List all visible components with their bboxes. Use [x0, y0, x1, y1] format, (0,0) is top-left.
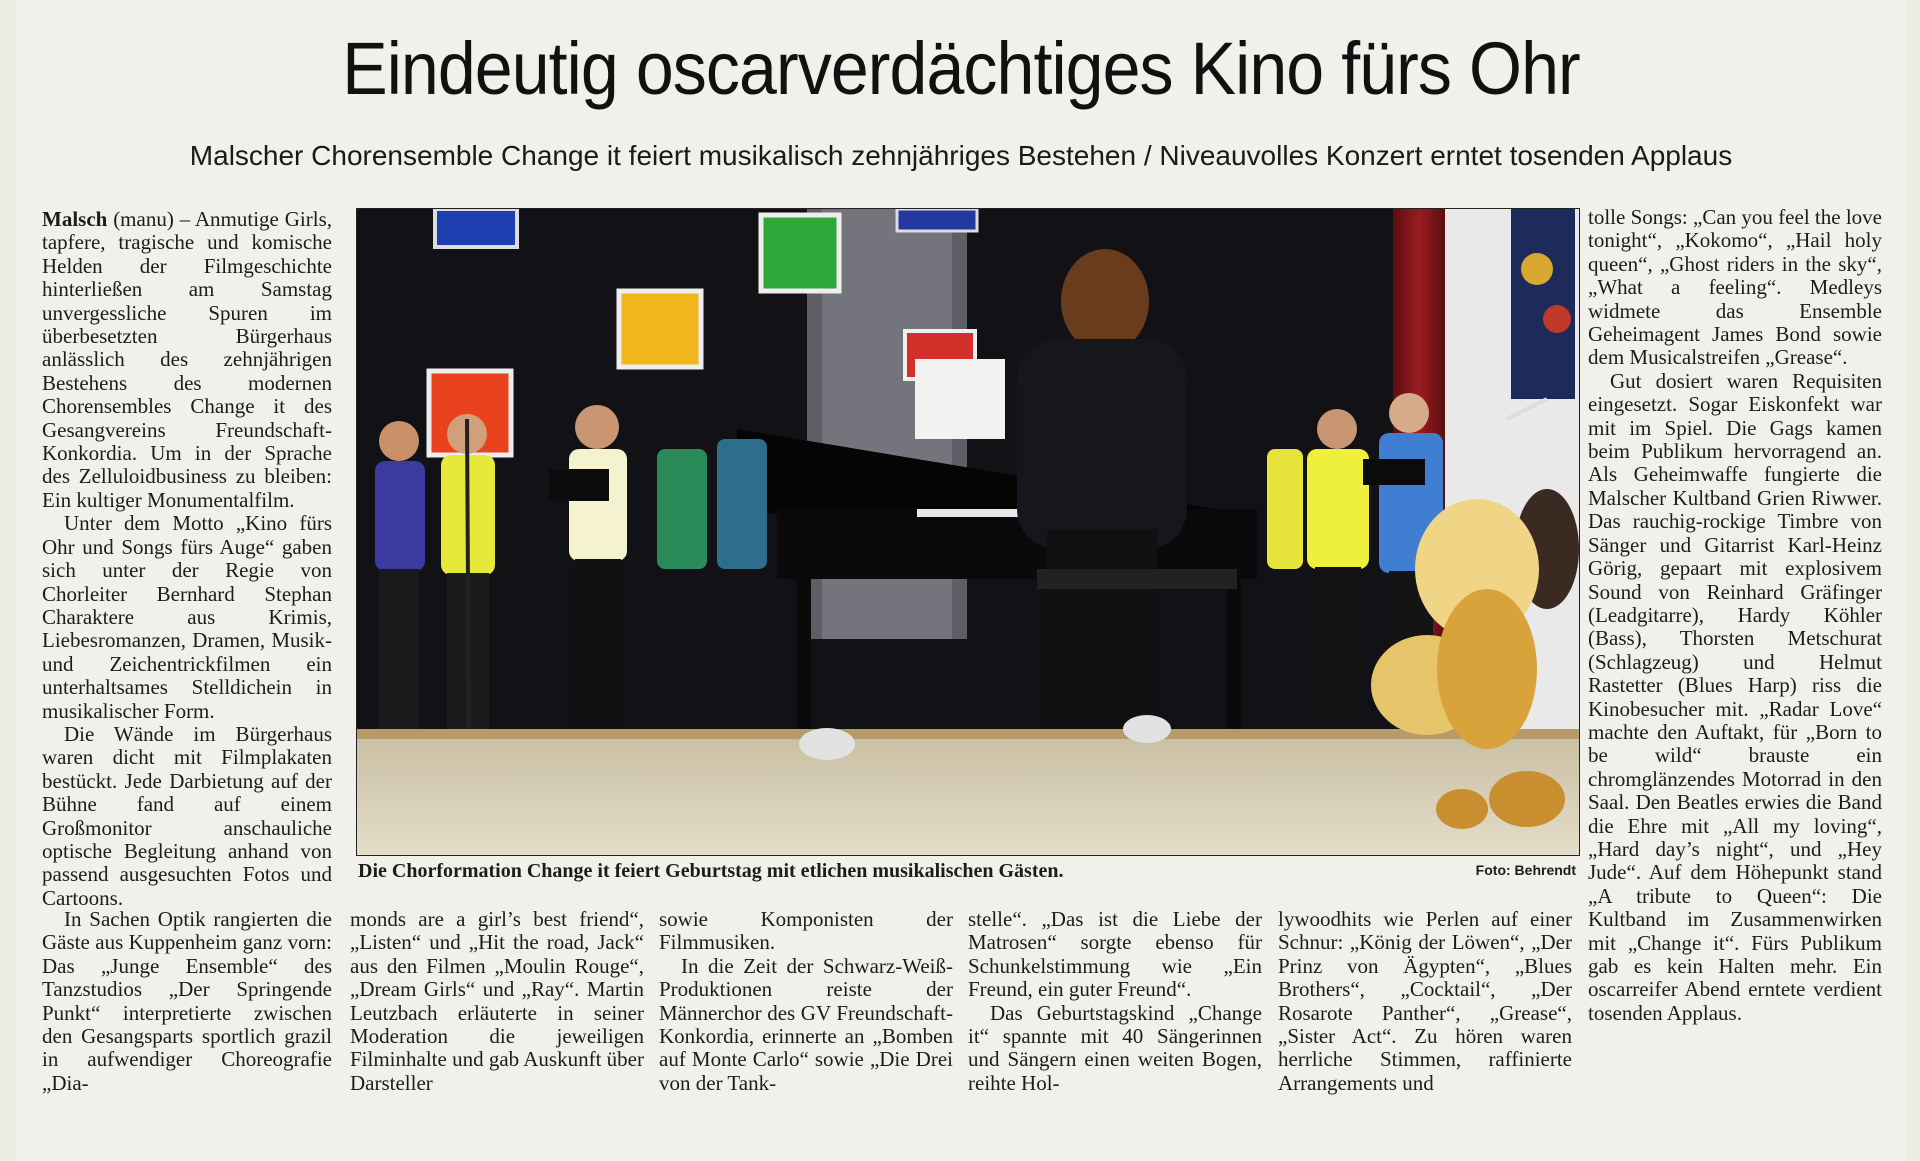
paragraph: In Sachen Optik rangierten die Gäste aus Kuppenheim ganz vorn: Das „Junge Ensemble“ des Tanzstudios „Der Springende Punkt“ interpretierte zwischen den Gesangsparts sportlich grazil in aufwendiger Choreografie „Dia- — [42, 907, 332, 1095]
photo-credit: Foto: Behrendt — [1475, 862, 1576, 878]
text-column-1-bottom — [42, 908, 332, 1095]
paragraph: lywoodhits wie Perlen auf einer Schnur: „König der Löwen“, „Der Prinz von Ägypten“, „Blues Brothers“, „Cocktail“, „Der Rosarote Panther“, „Grease“, „Sister Act“. Zu hören waren herrliche Stimmen, raffinierte Arrangements und — [1278, 907, 1572, 1095]
text-column-1 — [42, 208, 332, 910]
paragraph: Das Geburtstagskind „Change it“ spannte mit 40 Sängerinnen und Sängern einen weiten Bogen, reihte Hol- — [968, 1000, 1262, 1095]
article-headline: Eindeutig oscarverdächtiges Kino fürs Ohr — [342, 27, 1580, 110]
dateline: Malsch — [42, 207, 108, 231]
paragraph: Gut dosiert waren Requisiten eingesetzt. Sogar Eiskonfekt war mit im Spiel. Die Gags kamen beim Publikum hervorragend an. Als Geheimwaffe fungierte die Malscher Kultband Grien Riwwer. Das rauchig-rockige Timbre von Sänger und Gitarrist Karl-Heinz Görig, gepaart mit explosivem Sound von Reinhard Gräfinger (Leadgitarre), Hardy Köhler (Bass), Thorsten Metschurat (Schlagzeug) und Helmut Rastetter (Blues Harp) riss die Kinobesucher mit. „Radar Love“ machte den Auftakt, für „Born to be wild“ brauste ein chromglänzendes Motorrad in den Saal. Den Beatles erwies die Band die Ehre mit „All my loving“, „Hard day’s night“, und „Hey Jude“. Auf dem Höhepunkt stand „A tribute to Queen“: Die Kultband im Zusammenwirken mit „Change it“. Fürs Publikum gab es kein Halten mehr. Ein oscarreifer Abend erntete verdient tosenden Applaus. — [1588, 368, 1882, 1025]
concert-photo — [356, 208, 1580, 856]
text-column-3 — [659, 908, 953, 1095]
paragraph: tolle Songs: „Can you feel the love tonight“, „Kokomo“, „Hail holy queen“, „Ghost riders in the sky“, „What a feeling“. Medleys widmete das Ensemble Geheimagent James Bond sowie dem Musicalstreifen „Grease“. — [1588, 205, 1882, 370]
text-column-6 — [1588, 206, 1882, 1025]
paragraph: Unter dem Motto „Kino fürs Ohr und Songs fürs Auge“ gaben sich unter der Regie von Chorleiter Bernhard Stephan Charaktere aus Krimis, Liebesromanzen, Dramen, Musik- und Zeichentrickfilmen ein unterhaltsames Stelldichein in musikalischer Form. — [42, 511, 332, 723]
paragraph: stelle“. „Das ist die Liebe der Matrosen“ sorgte ebenso für Schunkelstimmung wie „Ein Freund, ein guter Freund“. — [968, 907, 1262, 1002]
newspaper-page — [16, 0, 1906, 1161]
photo-caption-text: Die Chorformation Change it feiert Geburtstag mit etlichen musikalischen Gästen. — [358, 860, 1064, 882]
article-subheadline: Malscher Chorensemble Change it feiert musikalisch zehnjähriges Bestehen / Niveauvolles Konzert erntet tosenden Applaus — [189, 140, 1733, 171]
paragraph: sowie Komponisten der Filmmusiken. — [659, 907, 953, 955]
paragraph: Die Wände im Bürgerhaus waren dicht mit Filmplakaten bestückt. Jede Darbietung auf der Bühne fand auf einem Großmonitor anschauliche optische Begleitung anhand von passend ausgesuchten Fotos und Cartoons. — [42, 721, 332, 910]
text-column-2 — [350, 908, 644, 1095]
paragraph: Malsch (manu) – Anmutige Girls, tapfere, tragische und komische Helden der Filmgeschichte hinterließen am Samstag unvergessliche Spuren im überbesetzten Bürgerhaus anlässlich des zehnjährigen Bestehens des modernen Chorensembles Change it des Gesangvereins Freundschaft-Konkordia. Um in der Sprache des Zelluloidbusiness zu bleiben: Ein kultiger Monumentalfilm. — [42, 207, 332, 512]
concert-photo-image — [357, 209, 1579, 855]
text-column-5 — [1278, 908, 1572, 1095]
paragraph: In die Zeit der Schwarz-Weiß-Produktionen reiste der Männerchor des GV Freundschaft-Konkordia, erinnerte an „Bomben auf Monte Carlo“ sowie „Die Drei von der Tank- — [659, 953, 953, 1095]
paragraph: monds are a girl’s best friend“, „Listen“ und „Hit the road, Jack“ aus den Filmen „Moulin Rouge“, „Dream Girls“ und „Ray“. Martin Leutzbach erläuterte in seiner Moderation die jeweiligen Filminhalte und gab Auskunft über Darsteller — [350, 907, 644, 1095]
text-column-4 — [968, 908, 1262, 1095]
photo-caption — [358, 860, 1576, 883]
